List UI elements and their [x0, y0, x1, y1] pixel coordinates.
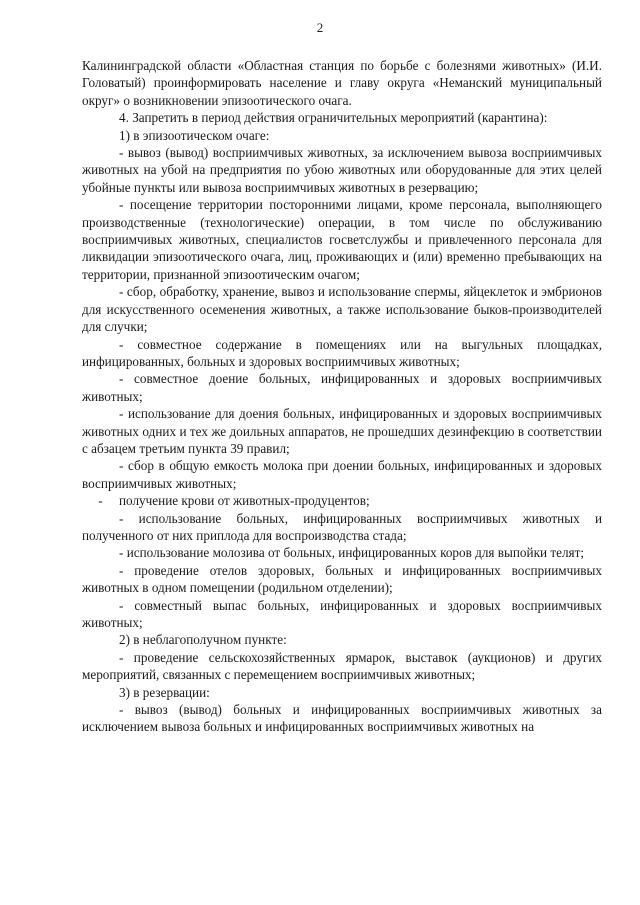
list-item: - совместное доение больных, инфицированных и здоровых восприимчивых животных; [82, 371, 602, 404]
list-item: - вывоз (вывод) больных и инфицированных восприимчивых животных за исключением вывоза больных и инфицированных восприимчивых животных на [82, 702, 602, 735]
list-item: - совместное содержание в помещениях или на выгульных площадках, инфицированных, больных и здоровых восприимчивых животных; [82, 336, 602, 369]
list-item: - сбор в общую емкость молока при доении больных, инфицированных и здоровых восприимчивых животных; [82, 458, 602, 491]
page-number: 2 [316, 20, 324, 35]
subitem-1-heading: 1) в эпизоотическом очаге: [119, 127, 270, 143]
paragraph-intro: Калининградской области «Областная станция по борьбе с болезнями животных» (И.И. Головатый) проинформировать население и главу округа «Неманский муниципальный округ» о возникновении эпизоотического очага. [82, 58, 602, 108]
subitem-2-heading: 2) в неблагополучном пункте: [119, 632, 287, 648]
document-body [82, 57, 602, 736]
list-item: - проведение сельскохозяйственных ярмарок, выставок (аукционов) и других мероприятий, связанных с перемещением восприимчивых животных; [82, 649, 602, 683]
list-item: - проведение отелов здоровых, больных и инфицированных восприимчивых животных в одном помещении (родильном отделении); [82, 562, 602, 596]
list-item-text: получение крови от животных-продуцентов; [119, 493, 370, 509]
list-item: - использование для доения больных, инфицированных и здоровых восприимчивых животных одних и тех же доильных аппаратов, не прошедших дезинфекцию в соответствии с абзацем третьим пункта 39 правил; [82, 406, 602, 456]
list-item: - вывоз (вывод) восприимчивых животных, за исключением вывоза восприимчивых животных на убой на предприятия по убою животных или оборудованные для этих целей убойные пункты или вывоза восприимчивых животных в резервацию; [82, 145, 602, 195]
list-item: - использование больных, инфицированных восприимчивых животных и полученного от них приплода для воспроизводства стада; [82, 510, 602, 543]
paragraph-item-4: 4. Запретить в период действия ограничительных мероприятий (карантина): [119, 110, 548, 126]
list-item [82, 492, 602, 509]
list-item: - использование молозива от больных, инфицированных коров для выпойки телят; [119, 545, 585, 561]
list-dash: - [98, 493, 103, 509]
list-item: - совместный выпас больных, инфицированных и здоровых восприимчивых животных; [82, 597, 602, 630]
list-item: - посещение территории посторонними лицами, кроме персонала, выполняющего производственные (технологические) операции, в том числе по обслуживанию восприимчивых животных, специалистов госветслужбы и привлеченного персонала для ликвидации эпизоотического очага, лиц, проживающих и (или) временно пребывающих на территории, признанной эпизоотическим очагом; [82, 197, 602, 282]
subitem-3-heading: 3) в резервации: [119, 684, 210, 700]
list-item: - сбор, обработку, хранение, вывоз и использование спермы, яйцеклеток и эмбрионов для искусственного осеменения животных, а также использование быков-производителей для случки; [82, 284, 602, 335]
